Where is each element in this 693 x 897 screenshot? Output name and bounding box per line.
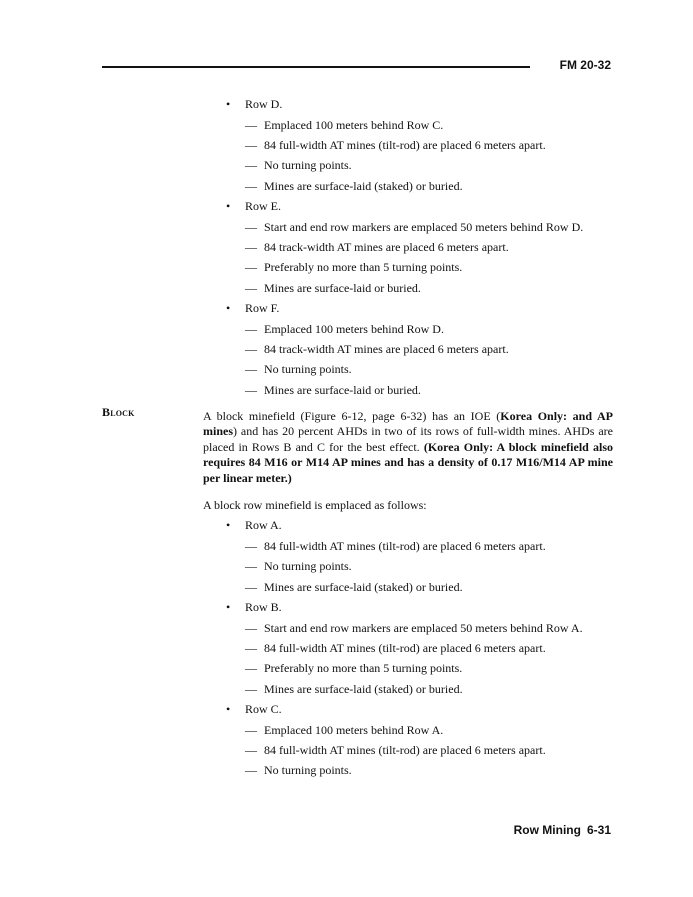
list-item: — 84 full-width AT mines (tilt-rod) are placed 6 meters apart.	[245, 641, 546, 655]
list-item: — Mines are surface-laid (staked) or buried.	[245, 682, 463, 696]
row-c-bullet: • Row C.	[226, 702, 282, 716]
row-d-bullet: • Row D.	[226, 97, 283, 111]
list-item: — No turning points.	[245, 559, 352, 573]
list-item: — Emplaced 100 meters behind Row C.	[245, 118, 444, 132]
block-paragraph: A block minefield (Figure 6-12, page 6-32) has an IOE (Korea Only: and AP mines) and has 20 percent AHDs in two of its rows of full-width mines. AHDs are placed in Rows B and C for the best effect. (Korea Only: A block minefield also requires 84 M16 or M14 AP mines and has a density of 0.17 M16/M14 AP mine per linear meter.)	[203, 409, 613, 485]
list-item: — 84 track-width AT mines are placed 6 meters apart.	[245, 240, 509, 254]
list-item: — Preferably no more than 5 turning points.	[245, 260, 463, 274]
list-item: — 84 full-width AT mines (tilt-rod) are placed 6 meters apart.	[245, 539, 546, 553]
list-item: — Mines are surface-laid or buried.	[245, 281, 421, 295]
list-item: — 84 full-width AT mines (tilt-rod) are placed 6 meters apart.	[245, 138, 546, 152]
list-item: — Preferably no more than 5 turning points.	[245, 661, 463, 675]
row-e-bullet: • Row E.	[226, 199, 281, 213]
row-f-bullet: • Row F.	[226, 301, 280, 315]
list-item: — No turning points.	[245, 763, 352, 777]
list-item: — Mines are surface-laid (staked) or buried.	[245, 580, 463, 594]
list-item: — No turning points.	[245, 158, 352, 172]
list-item: — Mines are surface-laid or buried.	[245, 383, 421, 397]
block-side-heading: Block	[102, 405, 135, 419]
page-number: 6-31	[586, 823, 611, 837]
page-footer	[514, 823, 611, 837]
manual-code: FM 20-32	[559, 58, 611, 72]
list-item: — Start and end row markers are emplaced 50 meters behind Row A.	[245, 621, 583, 635]
footer-section: Row Mining	[513, 823, 581, 837]
list-item: — Mines are surface-laid (staked) or buried.	[245, 179, 463, 193]
list-item: — Emplaced 100 meters behind Row D.	[245, 322, 444, 336]
list-item: — Start and end row markers are emplaced 50 meters behind Row D.	[245, 220, 584, 234]
list-item: — 84 track-width AT mines are placed 6 meters apart.	[245, 342, 509, 356]
list-item: — Emplaced 100 meters behind Row A.	[245, 723, 444, 737]
row-a-bullet: • Row A.	[226, 518, 282, 532]
row-b-bullet: • Row B.	[226, 600, 282, 614]
block-intro: A block row minefield is emplaced as follows:	[203, 498, 427, 512]
list-item: — No turning points.	[245, 362, 352, 376]
list-item: — 84 full-width AT mines (tilt-rod) are placed 6 meters apart.	[245, 743, 546, 757]
header-rule	[102, 66, 530, 68]
